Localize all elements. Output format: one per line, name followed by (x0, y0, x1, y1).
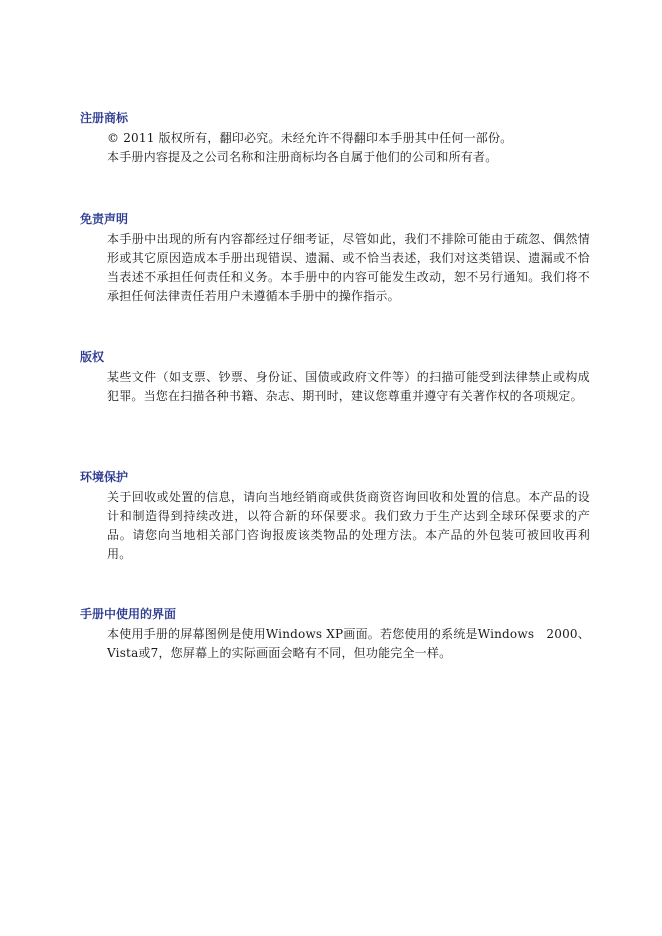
section-disclaimer (80, 211, 590, 306)
section-title: 注册商标 (80, 111, 129, 125)
section-title: 手册中使用的界面 (80, 607, 177, 621)
section-trademark (80, 110, 590, 167)
section-paragraph: 本使用手册的屏幕图例是使用Windows XP画面。若您使用的系统是Windows 2000、Vista或7，您屏幕上的实际画面会略有不同，但功能完全一样。 (107, 627, 590, 660)
section-copyright (80, 349, 590, 406)
section-paragraph: 某些文件（如支票、钞票、身份证、国债或政府文件等）的扫描可能受到法律禁止或构成犯罪。当您在扫描各种书籍、杂志、期刊时，建议您尊重并遵守有关著作权的各项规定。 (107, 370, 590, 403)
section-environment (80, 469, 590, 564)
section-title: 版权 (80, 350, 105, 364)
section-paragraph: 本手册内容提及之公司名称和注册商标均各自属于他们的公司和所有者。 (107, 150, 498, 164)
section-interface (80, 606, 590, 663)
section-paragraph: 关于回收或处置的信息，请向当地经销商或供货商资咨询回收和处置的信息。本产品的设计和制造得到持续改进，以符合新的环保要求。我们致力于生产达到全球环保要求的产品。请您向当地相关部门咨询报废该类物品的处理方法。本产品的外包装可被回收再利用。 (107, 490, 590, 561)
section-paragraph: 本手册中出现的所有内容都经过仔细考证，尽管如此，我们不排除可能由于疏忽、偶然情形或其它原因造成本手册出现错误、遗漏、或不恰当表述，我们对这类错误、遗漏或不恰当表述不承担任何责任和义务。本手册中的内容可能发生改动，恕不另行通知。我们将不承担任何法律责任若用户未遵循本手册中的操作指示。 (107, 232, 590, 303)
section-title: 免责声明 (80, 212, 129, 226)
section-title: 环境保护 (80, 470, 129, 484)
section-paragraph: © 2011 版权所有，翻印必究。未经允许不得翻印本手册其中任何一部份。 (107, 131, 513, 145)
